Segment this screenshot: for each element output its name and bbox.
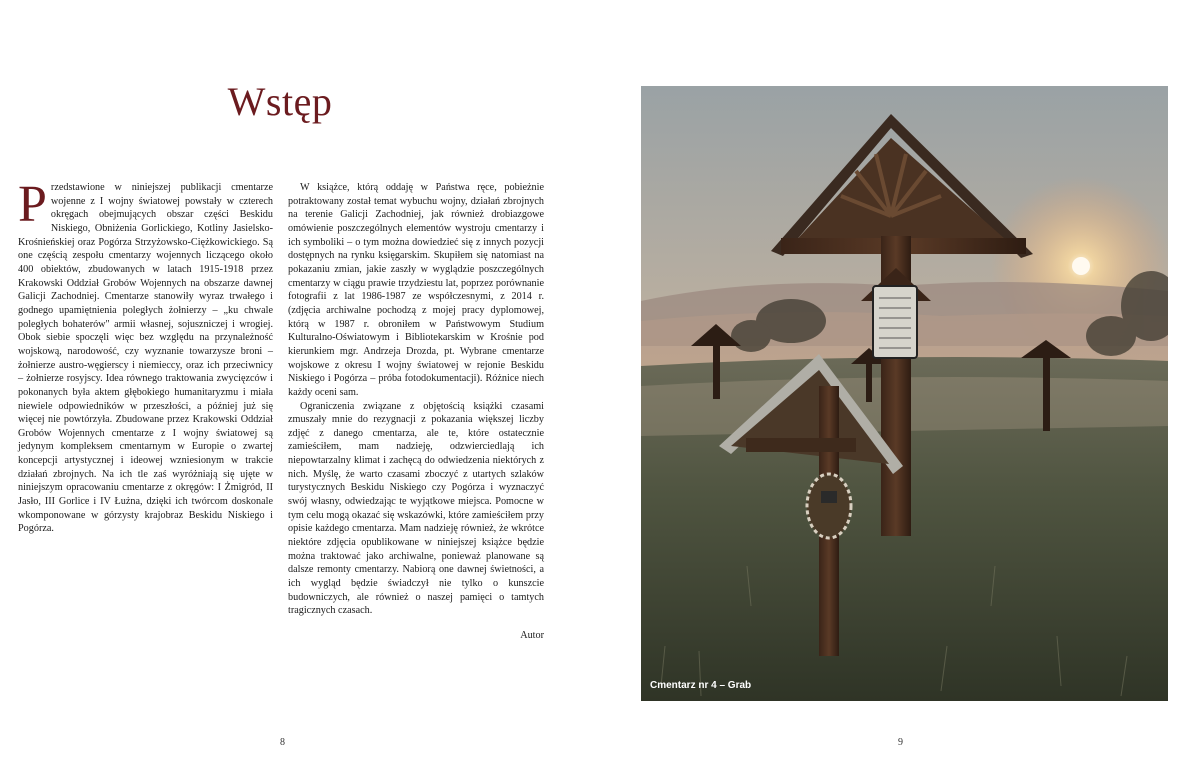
paragraph-1-text: rzedstawione w niniejszej publikacji cmentarze wojenne z I wojny światowej powstały w czterech okręgach obejmujących obszar części Beskidu Niskiego, Obniżenia Gorlickiego, Kotliny Jasielsko-Krośnieńskiej oraz Pogórza Strzyżowsko-Ciężkowickiego. Są one częścią zespołu cmentarzy wojennych liczącego około 400 obiektów, zbudowanych w latach 1915-1918 przez Krakowski Oddział Grobów Wojennych na obszarze dawnej Galicji Zachodniej. Cmentarze stanowiły wyraz trwałego i godnego upamiętnienia poległych żołnierzy – „ku chwale poległych bohaterów" armii własnej, sojuszniczej i wrogiej. Obok siebie spoczęli więc bez względu na przynależność wojskową, narodowość, czy wyznanie towarzysze broni – żołnierze austro-węgierscy i niemieccy, oraz ich przeciwnicy – żołnierze rosyjscy. Idea równego traktowania zwycięzców i pokonanych była aktem głębokiego humanitaryzmu i miała niewiele odpowiedników w przeszłości, a później już się więcej nie powtórzyła. Zbudowane przez Krakowski Oddział Grobów Wojennych cmentarze z I wojny światowej są jedynym kompleksem cmentarnym w Europie o zwartej koncepcji artystycznej i ideowej wzniesionym w trakcie działań zbrojnych. Na ich tle zaś wyróżniają się ujęte w niniejszym opracowaniu cmentarze z okręgów: I Żmigród, II Jasło, III Gorlice i IV Łużna, dzięki ich twórcom doskonale wkomponowane w górzysty krajobraz Beskidu Niskiego i Pogórza. <box>18 182 273 535</box>
left-page <box>0 0 590 760</box>
page-title: Wstęp <box>227 79 333 124</box>
text-column-2 <box>288 181 544 643</box>
paragraph-2: W książce, którą oddaję w Państwa ręce, pobieżnie potraktowany został temat wybuchu wojny, działań zbrojnych na terenie Galicji Zachodniej, jak również drobiazgowe omówienie poszczególnych elementów wystroju cmentarzy i ich symboliki – o tym można dowiedzieć się z innych pozycji dostępnych na rynku księgarskim. Skupiłem się natomiast na pokazaniu zmian, jakie zaszły w wyglądzie poszczególnych cmentarzy w ciągu prawie trzydziestu lat, poprzez porównanie fotografii z lat 1986-1987 ze współczesnymi, z 2014 r. (zdjęcia archiwalne pochodzą z mojej pracy dyplomowej, którą w 1987 r. obroniłem w Państwowym Studium Kulturalno-Oświatowym i Bibliotekarskim w Krośnie pod kierunkiem mgr. Andrzeja Drozda, pt. Wybrane cmentarze wojskowe z okresu I wojny światowej w rejonie Beskidu Niskiego i Pogórza – próba fotodokumentacji). Różnice niech każdy oceni sam. <box>288 182 544 398</box>
author-signature: Autor <box>520 630 544 641</box>
text-column-1 <box>18 176 273 536</box>
intro-paragraph-1 <box>18 176 273 536</box>
photo-illustration <box>641 86 1168 701</box>
photo-caption: Cmentarz nr 4 – Grab <box>650 680 752 691</box>
page-number-left: 8 <box>280 737 285 748</box>
paragraph-3: Ograniczenia związane z objętością książki czasami zmuszały mnie do rezygnacji z pokazania większej liczby zdjęć z danego cmentarza, ale te, które ostatecznie zamieściłem, mam nadzieję, odzwierciedlają ich niepowtarzalny klimat i zachęcą do odwiedzenia niektórych z nich. Myślę, że warto czasami zboczyć z utartych szlaków turystycznych Beskidu Niskiego czy Pogórza i wyznaczyć swój własny, odwiedzając te wyjątkowe miejsca. Pomocne w tym celu mogą okazać się wskazówki, które zamieściłem przy opisie każdego cmentarza. Mam nadzieję również, że wkrótce niektóre zdjęcia opublikowane w niniejszej książce będzie można traktować jako archiwalne, ponieważ planowane są dalsze remonty cmentarzy. Nabiorą one dawnej świetności, a ich wygląd będzie świadczył nie tylko o kunszcie budowniczych, ale również o naszej pamięci o tamtych tragicznych czasach. <box>288 400 544 617</box>
drop-cap: P <box>18 176 47 233</box>
cemetery-photo <box>641 86 1168 701</box>
page-number-right: 9 <box>898 737 903 748</box>
